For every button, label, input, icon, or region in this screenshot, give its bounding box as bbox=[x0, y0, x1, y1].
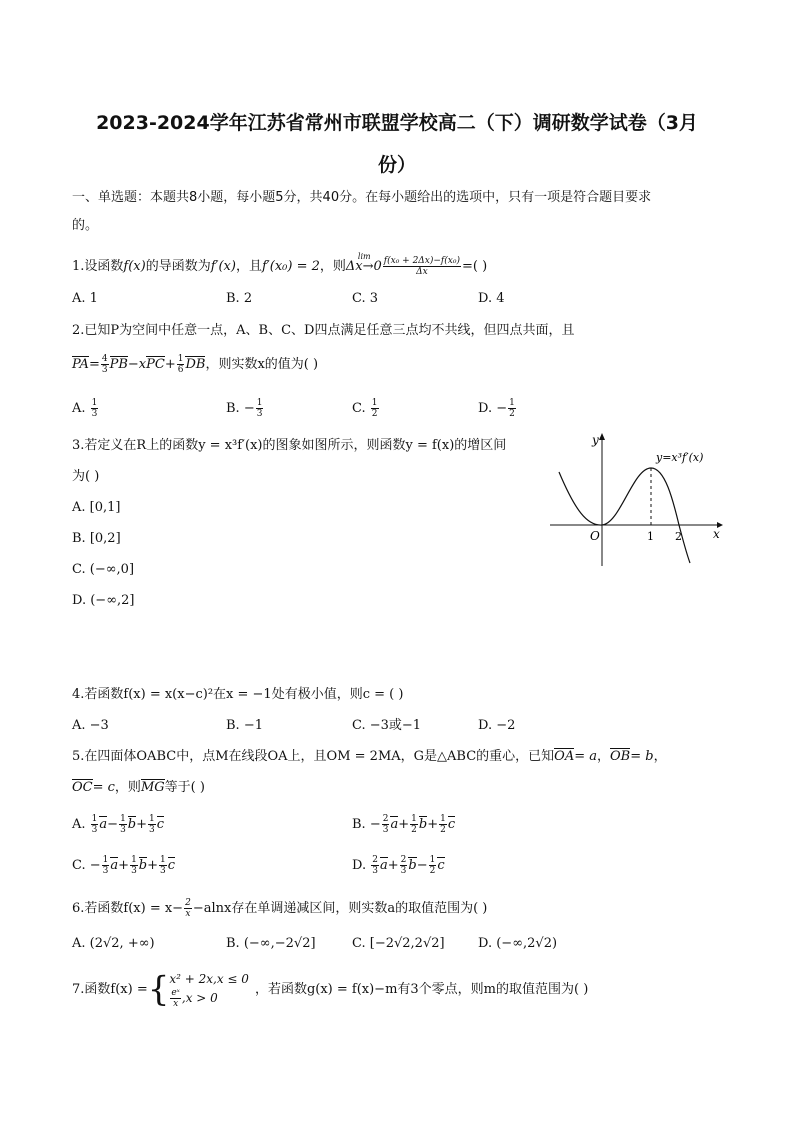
q5-term-den: 2 bbox=[429, 866, 436, 876]
q5-term-sign: − bbox=[107, 817, 119, 832]
q6-post: −alnx存在单调递减区间，则实数a的取值范围为( ) bbox=[192, 901, 488, 916]
q5-term-frac bbox=[91, 814, 99, 835]
question-3-stem: 3.若定义在R上的函数y = x³f′(x)的图象如图所示，则函数y = f(x)的增区间 bbox=[72, 438, 507, 453]
q1-mid3: ，则 bbox=[319, 259, 346, 274]
q2-vec-pb: PB bbox=[109, 357, 128, 372]
q6-frac-num: 2 bbox=[185, 898, 191, 908]
q6-frac-den: x bbox=[185, 909, 191, 919]
q5-term-num: 1 bbox=[429, 855, 436, 865]
q2-c-frac bbox=[371, 398, 379, 419]
q4-option-c[interactable]: C. −3或−1 bbox=[352, 718, 422, 733]
q2-b-num: 1 bbox=[256, 398, 263, 408]
q4-option-b[interactable]: B. −1 bbox=[226, 718, 263, 733]
q5-vec-mg: MG bbox=[140, 780, 165, 795]
q5-term-vector: c bbox=[167, 858, 176, 873]
q2-vec-pa: PA bbox=[72, 357, 89, 372]
question-3-stem-cont: 为( ) bbox=[72, 469, 100, 484]
q5-term-vector: c bbox=[156, 817, 165, 832]
q5-term-frac bbox=[148, 814, 156, 835]
q5-term-num: 2 bbox=[382, 814, 389, 824]
q3-option-c[interactable]: C. (−∞,0] bbox=[72, 562, 135, 577]
q1-mid2: ，且 bbox=[235, 259, 262, 274]
graph-y-arrow bbox=[599, 433, 605, 440]
exam-title-line2: 份） bbox=[377, 154, 416, 176]
q5-option-label: A. bbox=[72, 817, 90, 832]
q1-option-d[interactable]: D. 4 bbox=[478, 291, 505, 306]
q2-b-frac bbox=[256, 398, 264, 419]
q5-comma: ， bbox=[653, 749, 667, 764]
q5-term-num: 2 bbox=[400, 855, 407, 865]
q5-term-sign: + bbox=[387, 858, 399, 873]
q1-denominator: Δx bbox=[416, 267, 428, 277]
q6-option-c[interactable]: C. [−2√2,2√2] bbox=[352, 936, 445, 951]
q5-vec-oa: OA bbox=[554, 749, 575, 764]
q5-term-den: 3 bbox=[131, 866, 137, 876]
q2-frac-1-6 bbox=[177, 354, 185, 375]
q2-b-den: 3 bbox=[256, 409, 263, 419]
q5-term-vector: a bbox=[99, 817, 108, 832]
exam-title bbox=[60, 102, 734, 186]
q5-term-frac bbox=[159, 855, 167, 876]
q7-piecewise bbox=[169, 970, 249, 1009]
q2-f16-den: 6 bbox=[177, 365, 184, 375]
q5-term-num: 1 bbox=[102, 855, 109, 865]
q5-term-num: 1 bbox=[411, 814, 417, 824]
q5-tail: 等于( ) bbox=[164, 780, 205, 795]
q5-term-vector: c bbox=[447, 817, 456, 832]
q6-option-b[interactable]: B. (−∞,−2√2] bbox=[226, 936, 316, 951]
question-5-stem bbox=[72, 747, 667, 767]
q7-brace: { bbox=[147, 969, 170, 1010]
q1-lim: lim bbox=[357, 252, 371, 261]
q5-vec-ob: OB bbox=[610, 749, 631, 764]
q5-option-a[interactable] bbox=[72, 814, 164, 835]
q1-condition: f′(x₀) = 2 bbox=[261, 259, 320, 274]
q2-a-frac bbox=[91, 398, 99, 419]
q7-post: ，若函数g(x) = f(x)−m有3个零点，则m的取值范围为( ) bbox=[254, 982, 589, 997]
q5-term-den: 3 bbox=[120, 825, 126, 835]
q5-term-frac bbox=[371, 855, 379, 876]
q5-vec-oc: OC bbox=[72, 780, 93, 795]
q5-term-sign: − bbox=[416, 858, 428, 873]
q2-c-den: 2 bbox=[371, 409, 378, 419]
q5-term-num: 1 bbox=[440, 814, 446, 824]
q2-a-num: 1 bbox=[91, 398, 98, 408]
exam-title-line1: 2023-2024学年江苏省常州市联盟学校高二（下）调研数学试卷（3月 bbox=[96, 112, 698, 134]
q7-pre: 7.函数f(x) = bbox=[72, 982, 148, 997]
q2-option-c[interactable] bbox=[352, 398, 380, 419]
q6-pre: 6.若函数f(x) = x− bbox=[72, 901, 184, 916]
q6-option-a[interactable]: A. (2√2, +∞) bbox=[72, 936, 155, 951]
q7-piece-2-num: eˣ bbox=[171, 988, 180, 998]
q5-option-c[interactable] bbox=[72, 855, 175, 876]
q7-piece-2 bbox=[169, 988, 249, 1009]
q5-term-num: 1 bbox=[91, 814, 98, 824]
q2-a-label: A. bbox=[72, 401, 86, 416]
q5-term-frac bbox=[102, 855, 110, 876]
q5-eq-b: = b bbox=[630, 749, 654, 764]
graph-origin-label: O bbox=[590, 529, 600, 543]
q1-prefix: 1.设函数 bbox=[72, 259, 124, 274]
q2-c-label: C. bbox=[352, 401, 366, 416]
q5-term-vector: a bbox=[390, 817, 399, 832]
q5-term-frac bbox=[410, 814, 418, 835]
question-2-equation bbox=[72, 354, 318, 375]
question-6-stem bbox=[72, 898, 487, 919]
graph-tick-1: 1 bbox=[647, 530, 654, 543]
question-2-stem: 2.已知P为空间中任意一点，A、B、C、D四点满足任意三点均不共线，但四点共面，且 bbox=[72, 323, 575, 338]
q5-term-sign: + bbox=[147, 858, 159, 873]
q5-term-den: 2 bbox=[440, 825, 446, 835]
q5-term-vector: b bbox=[138, 858, 148, 873]
q3-option-a[interactable]: A. [0,1] bbox=[72, 500, 121, 515]
graph-curve-label: y=x³f′(x) bbox=[656, 451, 704, 464]
q1-fraction bbox=[383, 256, 461, 277]
q2-option-a[interactable] bbox=[72, 398, 99, 419]
q5-term-vector: a bbox=[110, 858, 119, 873]
q1-option-c[interactable]: C. 3 bbox=[352, 291, 379, 306]
q7-piece-2-frac bbox=[170, 988, 181, 1009]
q5-term-den: 3 bbox=[400, 866, 407, 876]
q5-term-vector: a bbox=[379, 858, 388, 873]
q5-term-den: 2 bbox=[411, 825, 417, 835]
q5-option-label: C. bbox=[72, 858, 90, 873]
q5-term-sign: + bbox=[427, 817, 439, 832]
q2-d-num: 1 bbox=[509, 398, 515, 408]
q5-term-den: 3 bbox=[102, 866, 109, 876]
q2-tail: ，则实数x的值为( ) bbox=[205, 357, 319, 372]
q5-term-frac bbox=[130, 855, 138, 876]
q7-piece-1: x² + 2x,x ≤ 0 bbox=[169, 972, 249, 986]
q5-term-frac bbox=[439, 814, 447, 835]
question-5-stem-cont bbox=[72, 778, 205, 798]
q1-option-b[interactable]: B. 2 bbox=[226, 291, 253, 306]
q2-d-frac bbox=[508, 398, 516, 419]
q2-b-label: B. bbox=[226, 401, 240, 416]
q5-term-frac bbox=[429, 855, 437, 876]
q5-term-sign: − bbox=[89, 858, 101, 873]
q7-piece-2-tail: ,x > 0 bbox=[181, 991, 218, 1005]
q3-function-graph bbox=[545, 430, 725, 570]
q5-term-vector: b bbox=[408, 858, 417, 873]
q5-option-label: B. bbox=[352, 817, 370, 832]
section-heading bbox=[72, 184, 732, 240]
q5-term-sign: − bbox=[369, 817, 381, 832]
q5-term-frac bbox=[400, 855, 408, 876]
q2-f43-den: 3 bbox=[101, 365, 108, 375]
q2-minus-x: −x bbox=[127, 357, 147, 372]
q5-eq-c: = c bbox=[92, 780, 115, 795]
q5-term-num: 1 bbox=[120, 814, 126, 824]
q2-a-den: 3 bbox=[91, 409, 98, 419]
q1-option-a[interactable]: A. 1 bbox=[72, 291, 98, 306]
q5-term-frac bbox=[382, 814, 390, 835]
q6-frac bbox=[184, 898, 192, 919]
q2-f16-num: 1 bbox=[177, 354, 184, 364]
q5-term-sign: + bbox=[118, 858, 130, 873]
q1-fx: f(x) bbox=[123, 259, 146, 274]
q4-option-d[interactable]: D. −2 bbox=[478, 718, 516, 733]
graph-curve bbox=[559, 468, 690, 563]
q5-term-den: 3 bbox=[91, 825, 98, 835]
q5-term-num: 1 bbox=[149, 814, 155, 824]
question-7-stem bbox=[72, 970, 588, 1010]
q2-d-den: 2 bbox=[509, 409, 515, 419]
q5-mid: ，则 bbox=[114, 780, 141, 795]
q5-term-den: 3 bbox=[160, 866, 166, 876]
q5-eq-a: = a bbox=[574, 749, 597, 764]
section-heading-cont: 的。 bbox=[72, 218, 99, 233]
q5-option-label: D. bbox=[352, 858, 371, 873]
q2-b-sign: − bbox=[243, 401, 255, 416]
q2-option-d[interactable] bbox=[478, 398, 517, 419]
q2-plus: + bbox=[164, 357, 176, 372]
q1-tail: =( ) bbox=[461, 259, 488, 274]
q3-option-b[interactable]: B. [0,2] bbox=[72, 531, 121, 546]
q2-f43-num: 4 bbox=[101, 354, 108, 364]
q5-term-den: 3 bbox=[149, 825, 155, 835]
q1-fpx: f′(x) bbox=[210, 259, 236, 274]
q5-option-d[interactable] bbox=[352, 855, 445, 876]
q2-c-num: 1 bbox=[371, 398, 378, 408]
question-4-stem: 4.若函数f(x) = x(x−c)²在x = −1处有极小值，则c = ( ) bbox=[72, 687, 404, 702]
graph-x-label: x bbox=[713, 527, 720, 541]
q5-term-num: 1 bbox=[131, 855, 137, 865]
q5-term-num: 2 bbox=[372, 855, 378, 865]
q6-option-d[interactable]: D. (−∞,2√2) bbox=[478, 936, 558, 951]
q5-term-den: 3 bbox=[382, 825, 389, 835]
q5-term-vector: b bbox=[418, 817, 428, 832]
q1-mid1: 的导函数为 bbox=[145, 259, 211, 274]
question-1-stem bbox=[72, 252, 488, 277]
q2-eq: = bbox=[88, 357, 100, 372]
q5-term-num: 1 bbox=[160, 855, 166, 865]
q2-option-b[interactable] bbox=[226, 398, 264, 419]
q5-term-vector: c bbox=[437, 858, 445, 873]
q5-term-sign: + bbox=[398, 817, 410, 832]
q2-d-sign: − bbox=[496, 401, 508, 416]
q5-sep: ， bbox=[596, 749, 610, 764]
q5-text: 5.在四面体OABC中，点M在线段OA上，且OM = 2MA，G是△ABC的重心，已知 bbox=[72, 749, 555, 764]
q4-option-a[interactable]: A. −3 bbox=[72, 718, 109, 733]
q2-vec-db: DB bbox=[185, 357, 206, 372]
q5-term-den: 3 bbox=[372, 866, 378, 876]
graph-tick-2: 2 bbox=[675, 530, 682, 543]
q2-frac-4-3 bbox=[101, 354, 109, 375]
q5-term-vector: b bbox=[127, 817, 137, 832]
q5-option-b[interactable] bbox=[352, 814, 455, 835]
q2-vec-pc: PC bbox=[146, 357, 165, 372]
q5-term-frac bbox=[119, 814, 127, 835]
graph-y-label: y bbox=[592, 433, 599, 447]
q1-numerator: f(x₀ + 2Δx)−f(x₀) bbox=[383, 256, 460, 266]
q5-term-sign: + bbox=[136, 817, 148, 832]
q7-piece-2-den: x bbox=[173, 999, 179, 1009]
section-heading-text: 一、单选题：本题共8小题，每小题5分，共40分。在每小题给出的选项中，只有一项是符合题目要求 bbox=[72, 190, 652, 205]
q2-d-label: D. bbox=[478, 401, 493, 416]
q1-limit-var: Δx→0 bbox=[345, 259, 382, 274]
q3-option-d[interactable]: D. (−∞,2] bbox=[72, 593, 135, 608]
